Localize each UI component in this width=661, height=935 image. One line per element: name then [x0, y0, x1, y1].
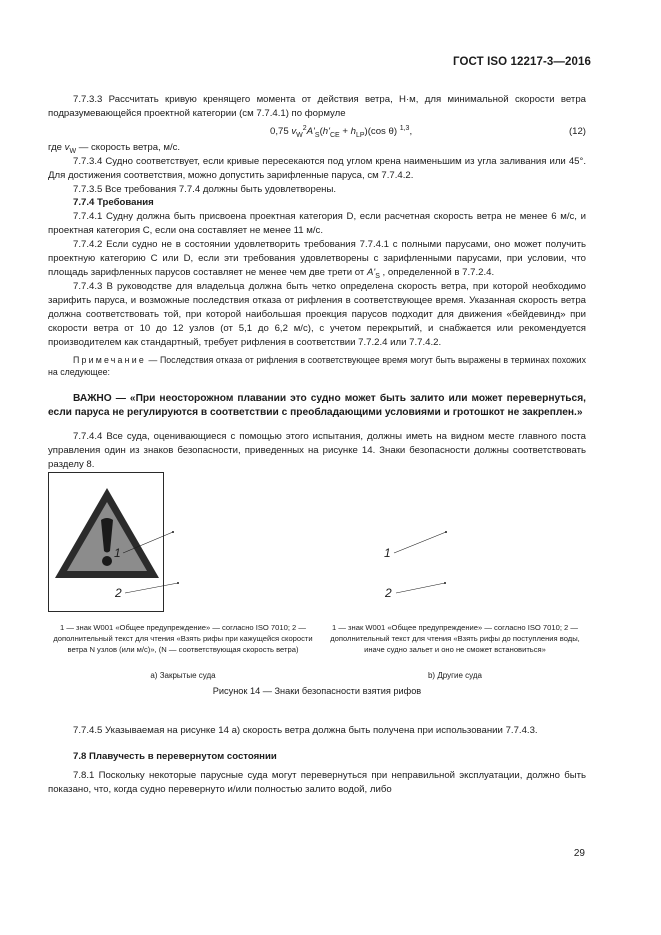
- paragraph-7744: 7.7.4.4 Все суда, оценивающиеся с помощью этого испытания, должны иметь на видном месте главного поста управления один из знаков безопасности, приведенных на рисунке 14. Знаки безопасности должны соответствовать разделу 8.: [48, 431, 586, 471]
- callout-1-left: 1: [114, 546, 121, 561]
- paragraph-7743: 7.7.4.3 В руководстве для владельца должна быть четко определена скорость ветра, при которой необходимо зарифить паруса, и возможные последствия отказа от рифления в соответствующее время. Указанная скорость ветра должна соответствовать той, при которой наибольшая проекция парусов подходит для движения «бейдевинд» при скорости ветра от 10 до 12 узлов (от 5,1 до 6,2 м/с), с учетом перекрытий, и снабжается или рекомендуется производителем как стандартный, требует рифления в соответствии 7.7.2.4 или 7.7.4.2.: [48, 280, 586, 348]
- paragraph-7733: 7.7.3.3 Рассчитать кривую кренящего момента от действия ветра, Н·м, для минимальной скорости ветра подразумевающейся проектной категории (см 7.7.4.1) по формуле: [48, 94, 586, 119]
- figure-subtitle-right: b) Другие суда: [427, 671, 483, 681]
- note-text: — Последствия отказа от рифления в соответствующее время могут быть выражены в терминах похожих на следующее:: [48, 355, 586, 378]
- formula-number: (12): [568, 125, 586, 137]
- figure-caption-left: 1 — знак W001 «Общее предупреждение» — согласно ISO 7010; 2 — дополнительный текст для чтения «Взять рифы при кажущейся скорости ветра N узлов (или м/с)», (N — соответствующая скорость ветра): [53, 623, 313, 655]
- main-text: [48, 93, 586, 797]
- paragraph-7742: 7.7.4.2 Если судно не в состоянии удовлетворить требования 7.7.4.1 с полными парусами, оно может получить проектную категорию С или D, если эти требования удовлетворены с зарифленными парусами, при условии, что площадь зарифленных парусов составляет не менее чем две трети от $A'_S$ , определенной в 7.7.2.4.: [48, 239, 586, 280]
- page-number: 29: [573, 848, 585, 859]
- paragraph-7734: 7.7.3.4 Судно соответствует, если кривые пересекаются под углом крена наименьшим из угла заливания или 45°. Для достижения соответствия, можно допустить зарифленные паруса, см 7.7.4.2.: [48, 155, 586, 181]
- figure-title: Рисунок 14 — Знаки безопасности взятия рифов: [212, 686, 422, 697]
- paragraph-7735: 7.7.3.5 Все требования 7.7.4 должны быть удовлетворены.: [73, 183, 337, 195]
- paragraph-7745: 7.7.4.5 Указываемая на рисунке 14 а) скорость ветра должна быть получена при использовании 7.7.4.3.: [73, 725, 538, 737]
- paragraph-7741: 7.7.4.1 Судну должна быть присвоена проектная категория D, если расчетная скорость ветра не менее 6 м/с, и проектная категория С, если она составляет не менее 11 м/с.: [48, 211, 586, 237]
- standard-designation: ГОСТ ISO 12217-3—2016: [453, 56, 591, 68]
- note: [48, 354, 586, 378]
- warning-text: ВАЖНО — «При неосторожном плавании это судно может быть залито или может перевернуться, если паруса не регулируются в соответствии с преобладающими условиями и гротошкот не закреплен.»: [48, 393, 586, 419]
- heading-774: 7.7.4 Требования: [73, 197, 154, 209]
- where-clause: где $v_W$ — скорость ветра, м/с.: [48, 141, 181, 155]
- formula-expression: 0,75 $v_W^2A'_S(h'_{CE} + h_{LP})(\cos$ θ) $^{1,3}$,: [270, 124, 413, 139]
- note-label: Примечание: [73, 355, 146, 366]
- figure-14: [48, 472, 586, 724]
- heading-78: 7.8 Плавучесть в перевернутом состоянии: [73, 751, 277, 763]
- callout-leaders: [48, 472, 586, 622]
- callout-1-right: 1: [384, 546, 391, 561]
- callout-2-left: 2: [115, 586, 122, 601]
- callout-2-right: 2: [385, 586, 392, 601]
- paragraph-781: 7.8.1 Поскольку некоторые парусные суда могут перевернуться при неправильной эксплуатации, должно быть показано, что, когда судно перевернуто и/или полностью залито водой, либо: [48, 769, 586, 795]
- formula-12: [48, 121, 586, 141]
- figure-subtitle-left: а) Закрытые суда: [150, 671, 216, 681]
- figure-caption-right: 1 — знак W001 «Общее предупреждение» — согласно ISO 7010; 2 — дополнительный текст для чтения «Взять рифы до поступления воды, иначе судно зальет и оно не сможет встановиться»: [330, 623, 580, 655]
